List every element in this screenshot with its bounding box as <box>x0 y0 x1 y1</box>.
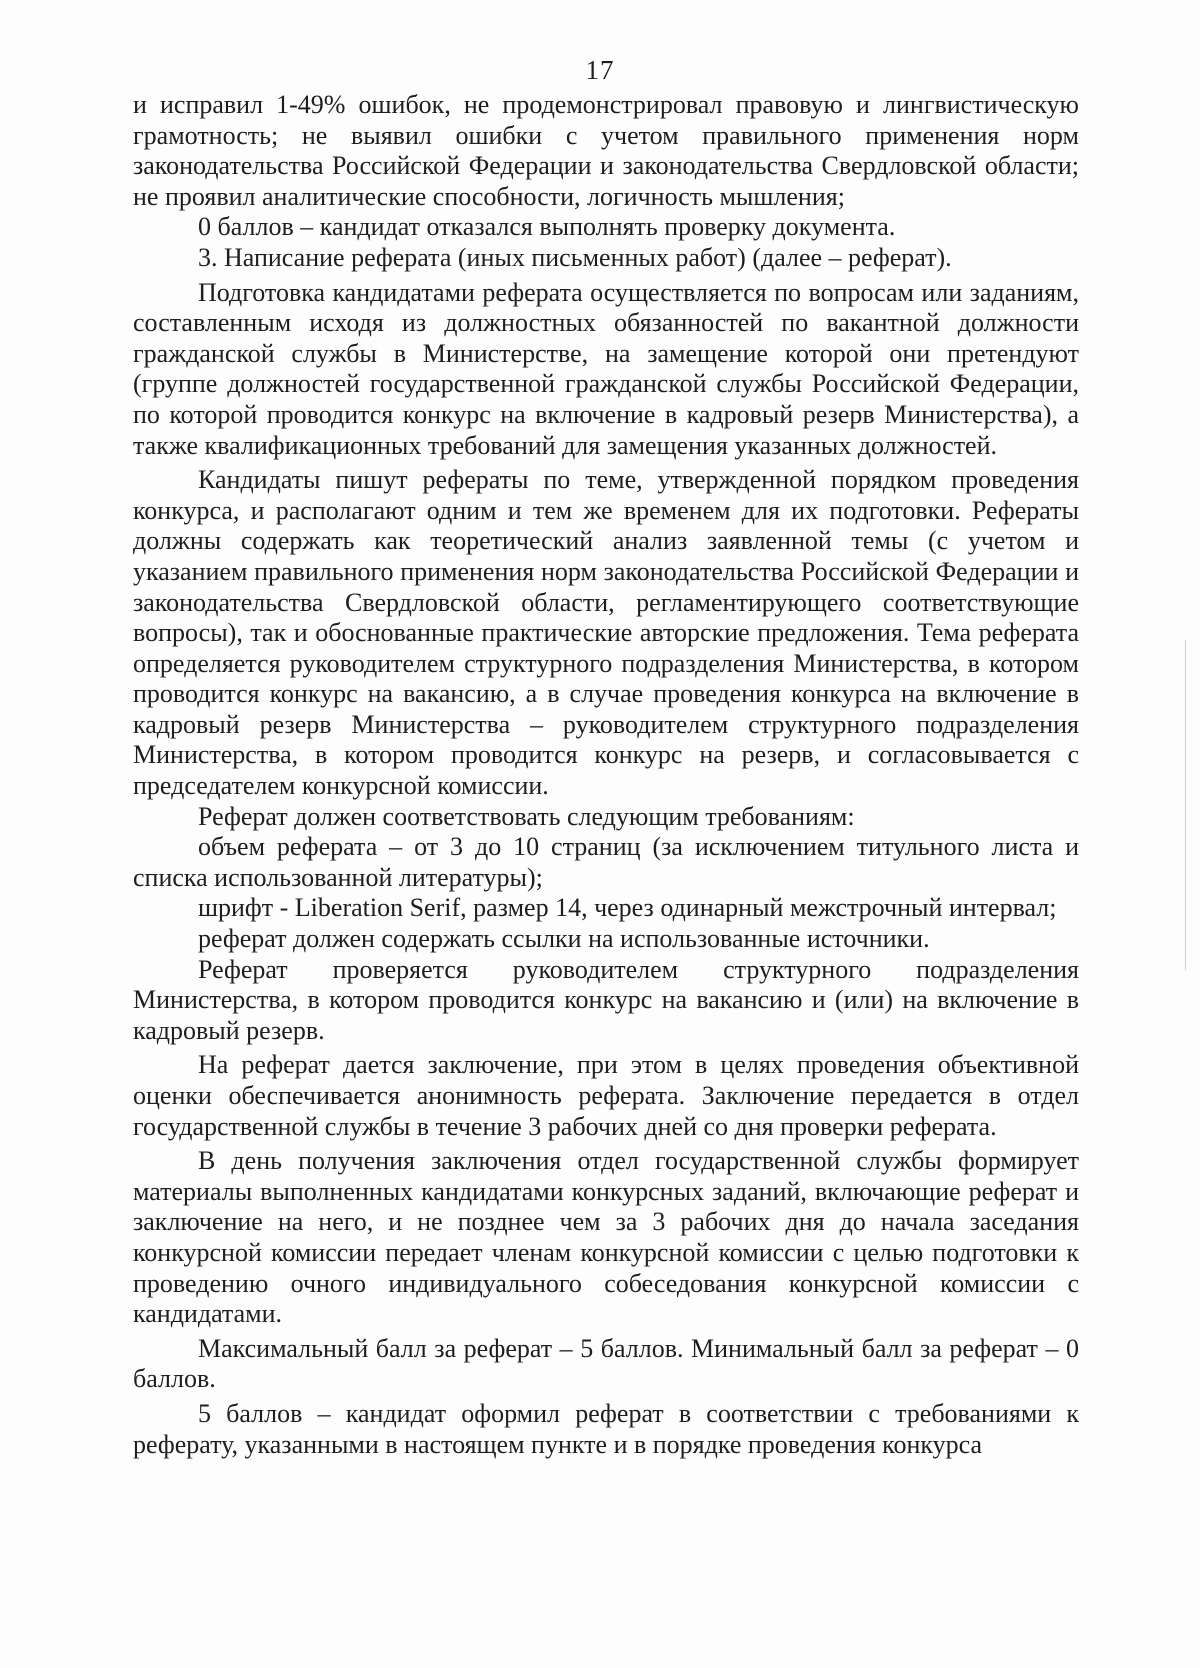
paragraph-zero-points: 0 баллов – кандидат отказался выполнять проверку документа. <box>198 212 896 242</box>
paragraph-score-range: Максимальный балл за реферат – 5 баллов. Минимальный балл за реферат – 0 баллов. <box>133 1333 1079 1394</box>
document-body <box>133 90 1079 1460</box>
paragraph-preparation: Подготовка кандидатами реферата осуществляется по вопросам или заданиям, составленным исходя из должностных обязанностей по вакантной должности гражданской службы в Министерстве, на замещение которой они претендуют (группе должностей государственной гражданской службы Российской Федерации, по которой проводится конкурс на включение в кадровый резерв Министерства), а также квалификационных требований для замещения указанных должностей. <box>133 277 1079 460</box>
paragraph-requirement-volume: объем реферата – от 3 до 10 страниц (за исключением титульного листа и списка использованной литературы); <box>133 832 1079 892</box>
paragraph-conclusion: На реферат дается заключение, при этом в целях проведения объективной оценки обеспечивается анонимность реферата. Заключение передается в отдел государственной службы в течение 3 рабочих дней со дня проверки реферата. <box>133 1050 1079 1141</box>
paragraph-continuation: и исправил 1-49% ошибок, не продемонстрировал правовую и лингвистическую грамотность; не выявил ошибки с учетом правильного применения норм законодательства Российской Федерации и законодательства Свердловской области; не проявил аналитические способности, логичность мышления; <box>133 90 1079 211</box>
paragraph-requirement-references: реферат должен содержать ссылки на использованные источники. <box>198 924 930 954</box>
paragraph-section-heading: 3. Написание реферата (иных письменных работ) (далее – реферат). <box>198 242 952 272</box>
paragraph-requirements-intro: Реферат должен соответствовать следующим требованиям: <box>198 801 855 831</box>
paragraph-requirement-font: шрифт - Liberation Serif, размер 14, через одинарный межстрочный интервал; <box>198 893 1057 923</box>
page-number: 17 <box>585 55 615 85</box>
paragraph-review: Реферат проверяется руководителем структурного подразделения Министерства, в котором проводится конкурс на вакансию и (или) на включение в кадровый резерв. <box>133 954 1079 1045</box>
paragraph-candidates: Кандидаты пишут рефераты по теме, утвержденной порядком проведения конкурса, и располагают одним и тем же временем для их подготовки. Рефераты должны содержать как теоретический анализ заявленной темы (с учетом и указанием правильного применения норм законодательства Российской Федерации и законодательства Свердловской области, регламентирующего соответствующие вопросы), так и обоснованные практические авторские предложения. Тема реферата определяется руководителем структурного подразделения Министерства, в котором проводится конкурс на вакансию, а в случае проведения конкурса на включение в кадровый резерв Министерства – руководителем структурного подразделения Министерства, в котором проводится конкурс на резерв, и согласовывается с председателем конкурсной комиссии. <box>133 465 1079 801</box>
paragraph-materials: В день получения заключения отдел государственной службы формирует материалы выполненных кандидатами конкурсных заданий, включающие реферат и заключение на него, и не позднее чем за 3 рабочих дня до начала заседания конкурсной комиссии передает членам конкурсной комиссии с целью подготовки к проведению очного индивидуального собеседования конкурсной комиссии с кандидатами. <box>133 1146 1079 1329</box>
paragraph-five-points: 5 баллов – кандидат оформил реферат в соответствии с требованиями к реферату, указанными в настоящем пункте и в порядке проведения конкурса <box>133 1398 1079 1459</box>
scan-edge-mark <box>1185 640 1186 970</box>
